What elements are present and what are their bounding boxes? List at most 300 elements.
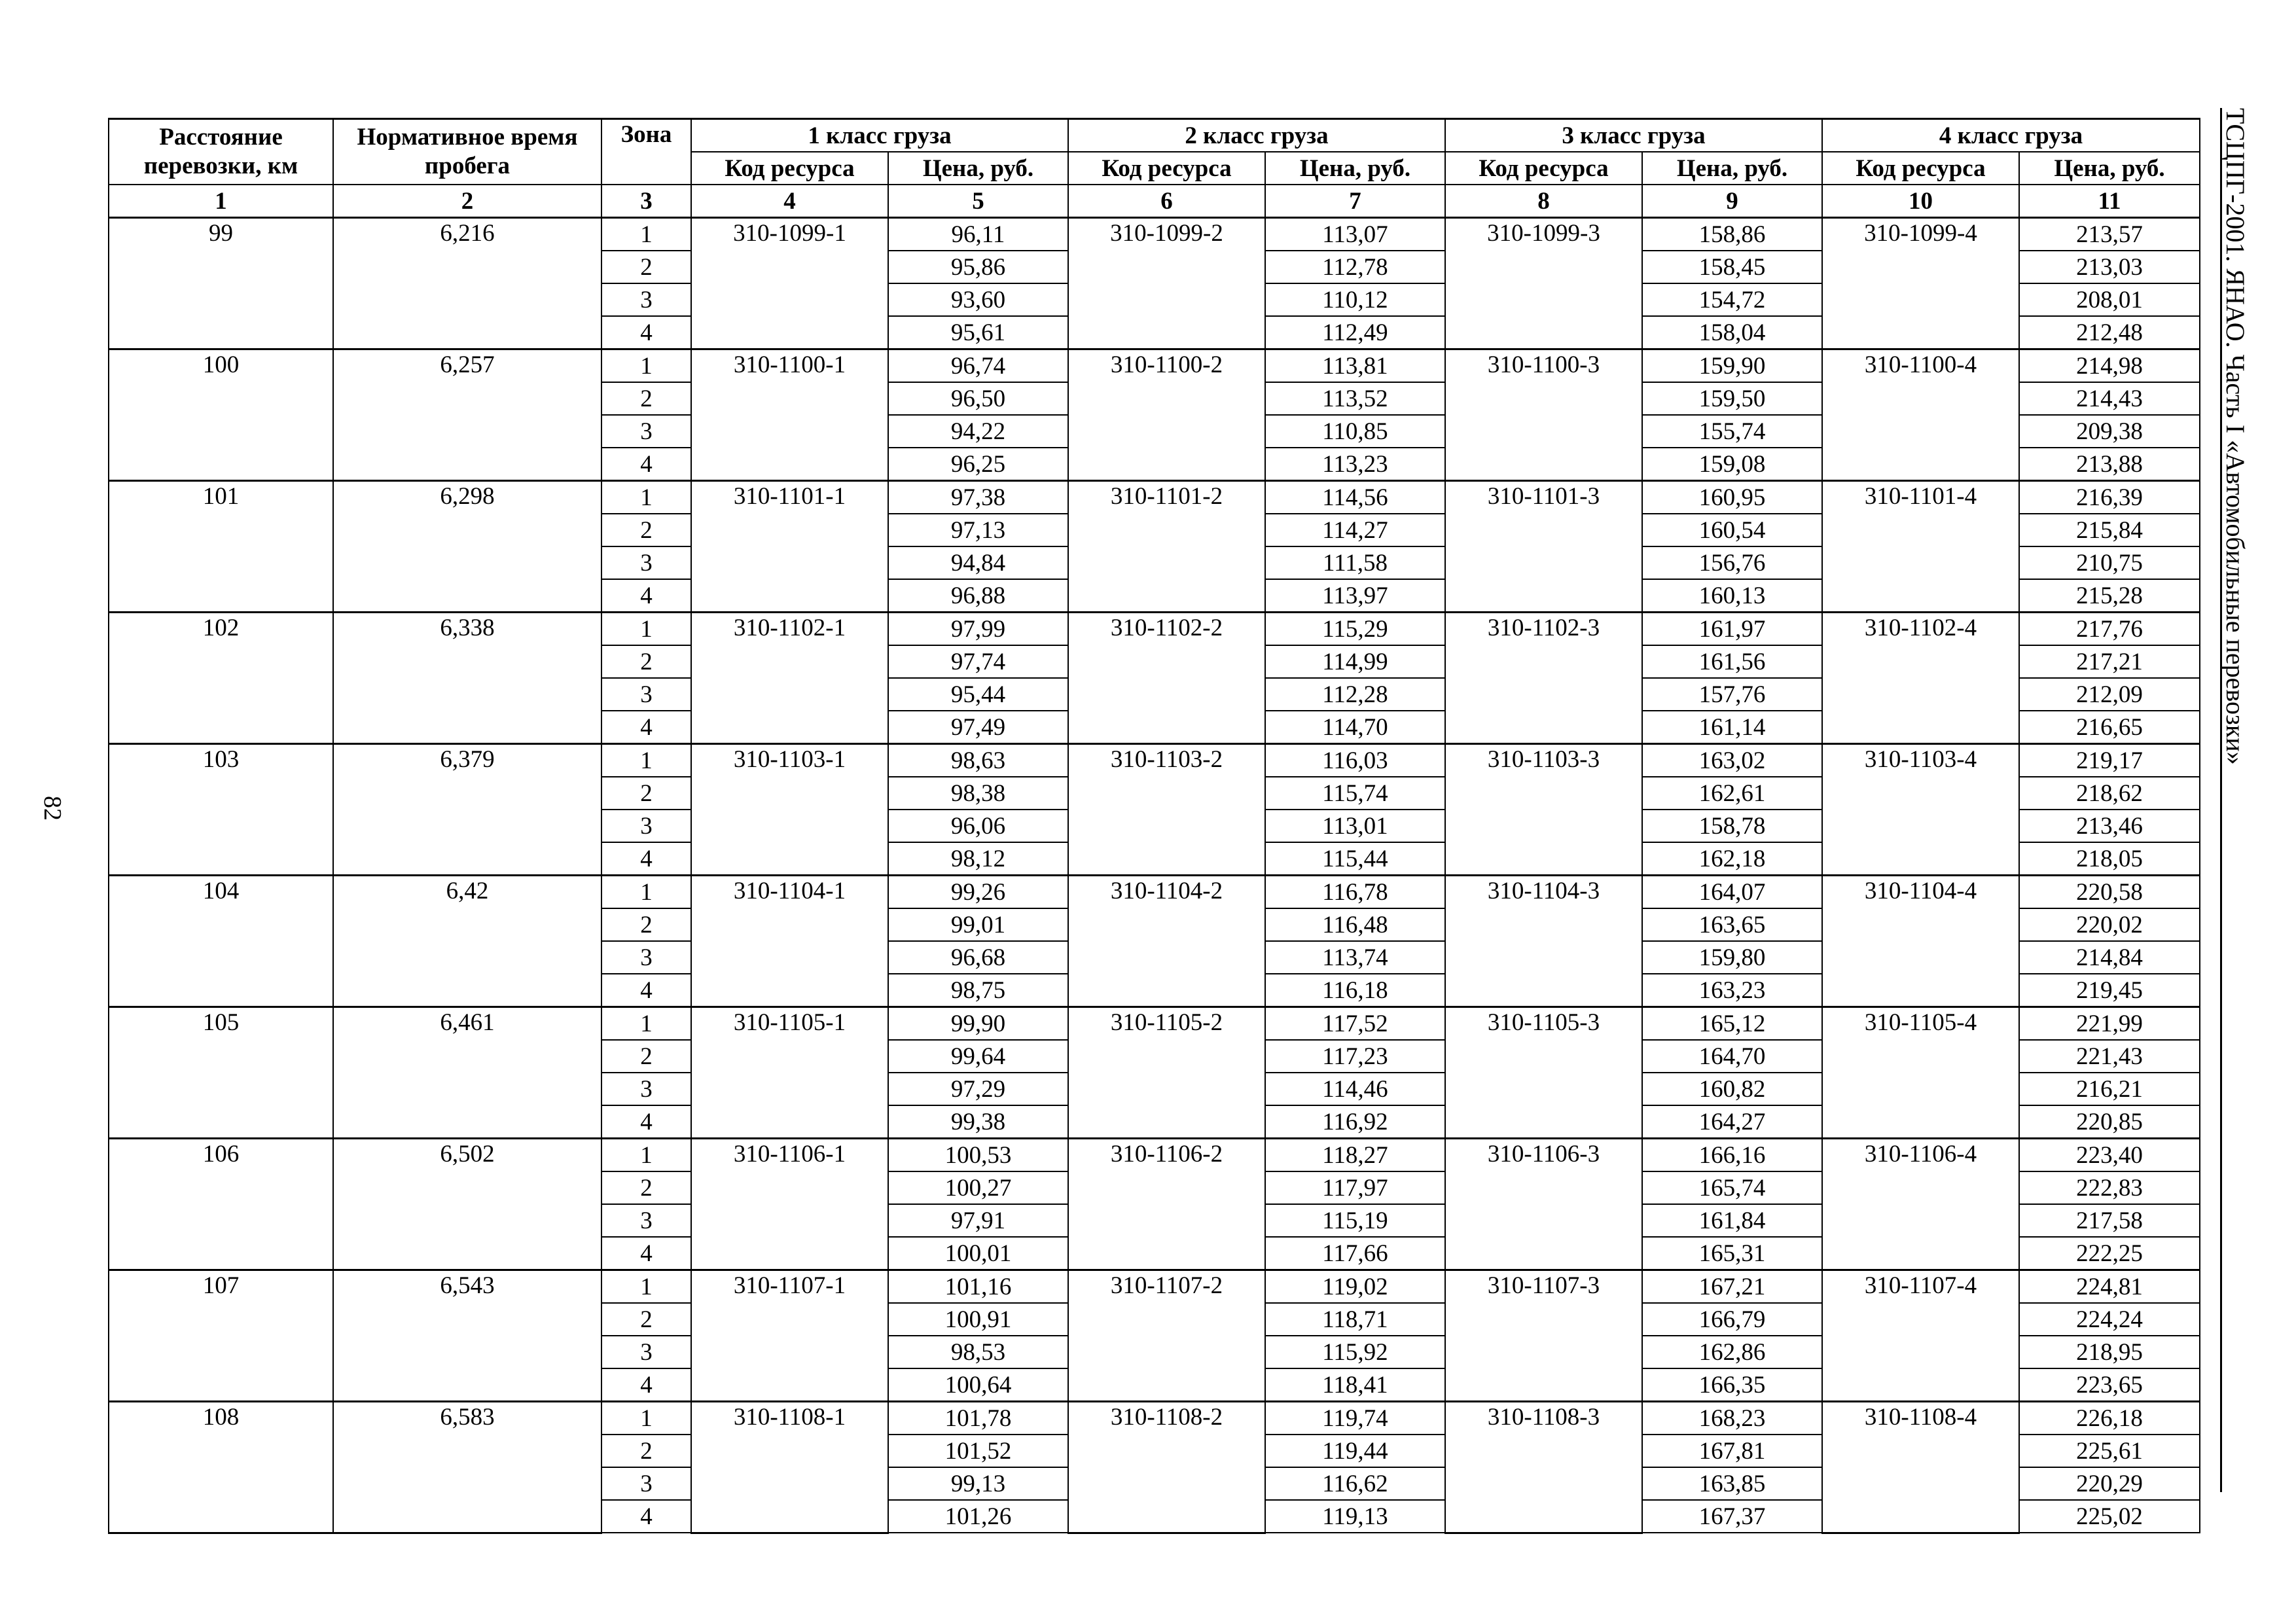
price-cell: 161,56 (1642, 645, 1822, 678)
resource-code-cell: 310-1103-2 (1068, 744, 1265, 876)
resource-code-cell: 310-1100-1 (691, 349, 888, 481)
price-cell: 215,28 (2019, 579, 2200, 613)
price-cell: 222,83 (2019, 1171, 2200, 1204)
price-cell: 166,16 (1642, 1139, 1822, 1172)
zone-cell: 4 (601, 1368, 691, 1402)
price-cell: 100,91 (888, 1303, 1068, 1336)
zone-cell: 3 (601, 1073, 691, 1105)
time-cell: 6,298 (333, 481, 601, 613)
zone-cell: 1 (601, 349, 691, 383)
column-number: 7 (1265, 185, 1445, 218)
price-cell: 113,07 (1265, 218, 1445, 251)
header-price-3: Цена, руб. (1642, 152, 1822, 185)
header-code-4: Код ресурса (1822, 152, 2019, 185)
price-cell: 95,86 (888, 251, 1068, 283)
price-cell: 168,23 (1642, 1402, 1822, 1435)
resource-code-cell: 310-1103-4 (1822, 744, 2019, 876)
price-cell: 95,44 (888, 678, 1068, 711)
resource-code-cell: 310-1105-3 (1445, 1007, 1642, 1139)
price-cell: 210,75 (2019, 546, 2200, 579)
price-cell: 166,79 (1642, 1303, 1822, 1336)
price-cell: 114,99 (1265, 645, 1445, 678)
zone-cell: 4 (601, 974, 691, 1007)
resource-code-cell: 310-1104-1 (691, 876, 888, 1007)
resource-code-cell: 310-1107-3 (1445, 1270, 1642, 1402)
column-number: 5 (888, 185, 1068, 218)
price-cell: 221,43 (2019, 1040, 2200, 1073)
price-cell: 117,23 (1265, 1040, 1445, 1073)
zone-cell: 3 (601, 415, 691, 448)
header-class-2: 2 класс груза (1068, 119, 1445, 152)
resource-code-cell: 310-1103-1 (691, 744, 888, 876)
price-cell: 213,57 (2019, 218, 2200, 251)
resource-code-cell: 310-1101-1 (691, 481, 888, 613)
price-cell: 212,09 (2019, 678, 2200, 711)
zone-cell: 4 (601, 448, 691, 481)
resource-code-cell: 310-1106-1 (691, 1139, 888, 1270)
price-cell: 220,85 (2019, 1105, 2200, 1139)
price-cell: 116,03 (1265, 744, 1445, 777)
resource-code-cell: 310-1102-2 (1068, 613, 1265, 744)
price-cell: 159,80 (1642, 941, 1822, 974)
price-cell: 119,02 (1265, 1270, 1445, 1304)
price-cell: 225,61 (2019, 1435, 2200, 1467)
resource-code-cell: 310-1107-4 (1822, 1270, 2019, 1402)
price-cell: 159,08 (1642, 448, 1822, 481)
zone-cell: 1 (601, 1270, 691, 1304)
price-cell: 111,58 (1265, 546, 1445, 579)
price-cell: 113,52 (1265, 382, 1445, 415)
distance-cell: 108 (109, 1402, 333, 1533)
resource-code-cell: 310-1102-4 (1822, 613, 2019, 744)
column-number: 10 (1822, 185, 2019, 218)
price-cell: 218,05 (2019, 842, 2200, 876)
price-cell: 209,38 (2019, 415, 2200, 448)
zone-cell: 3 (601, 546, 691, 579)
price-cell: 164,07 (1642, 876, 1822, 909)
zone-cell: 4 (601, 1105, 691, 1139)
distance-cell: 105 (109, 1007, 333, 1139)
price-cell: 115,92 (1265, 1336, 1445, 1368)
header-price-2: Цена, руб. (1265, 152, 1445, 185)
price-cell: 96,50 (888, 382, 1068, 415)
price-cell: 115,44 (1265, 842, 1445, 876)
price-cell: 116,92 (1265, 1105, 1445, 1139)
price-cell: 118,71 (1265, 1303, 1445, 1336)
zone-cell: 1 (601, 876, 691, 909)
price-cell: 164,27 (1642, 1105, 1822, 1139)
price-cell: 98,12 (888, 842, 1068, 876)
price-cell: 114,56 (1265, 481, 1445, 514)
price-cell: 223,65 (2019, 1368, 2200, 1402)
price-cell: 97,29 (888, 1073, 1068, 1105)
distance-cell: 103 (109, 744, 333, 876)
price-cell: 93,60 (888, 283, 1068, 316)
price-cell: 159,90 (1642, 349, 1822, 383)
price-cell: 158,86 (1642, 218, 1822, 251)
resource-code-cell: 310-1100-4 (1822, 349, 2019, 481)
price-cell: 216,21 (2019, 1073, 2200, 1105)
tariff-table (108, 118, 2200, 1534)
distance-cell: 101 (109, 481, 333, 613)
side-title: ТСЦПГ-2001. ЯНАО. Часть I «Автомобильные перевозки» (2221, 108, 2250, 765)
price-cell: 165,12 (1642, 1007, 1822, 1041)
time-cell: 6,461 (333, 1007, 601, 1139)
price-cell: 96,11 (888, 218, 1068, 251)
price-cell: 214,98 (2019, 349, 2200, 383)
price-cell: 96,06 (888, 810, 1068, 842)
time-cell: 6,42 (333, 876, 601, 1007)
zone-cell: 4 (601, 316, 691, 349)
price-cell: 98,75 (888, 974, 1068, 1007)
price-cell: 113,23 (1265, 448, 1445, 481)
time-cell: 6,338 (333, 613, 601, 744)
price-cell: 97,74 (888, 645, 1068, 678)
zone-cell: 2 (601, 1171, 691, 1204)
price-cell: 113,97 (1265, 579, 1445, 613)
zone-cell: 1 (601, 1139, 691, 1172)
price-cell: 208,01 (2019, 283, 2200, 316)
price-cell: 101,52 (888, 1435, 1068, 1467)
price-cell: 97,99 (888, 613, 1068, 646)
table-row (109, 218, 2200, 251)
column-number: 1 (109, 185, 333, 218)
page-number: 82 (39, 796, 66, 821)
resource-code-cell: 310-1105-1 (691, 1007, 888, 1139)
table-row (109, 1139, 2200, 1172)
price-cell: 115,29 (1265, 613, 1445, 646)
price-cell: 118,27 (1265, 1139, 1445, 1172)
zone-cell: 2 (601, 1435, 691, 1467)
table-row (109, 481, 2200, 514)
price-cell: 110,85 (1265, 415, 1445, 448)
table-row (109, 1270, 2200, 1304)
price-cell: 163,85 (1642, 1467, 1822, 1500)
price-cell: 119,13 (1265, 1500, 1445, 1533)
distance-cell: 107 (109, 1270, 333, 1402)
price-cell: 214,84 (2019, 941, 2200, 974)
price-cell: 94,84 (888, 546, 1068, 579)
zone-cell: 1 (601, 1402, 691, 1435)
price-cell: 117,52 (1265, 1007, 1445, 1041)
price-cell: 98,38 (888, 777, 1068, 810)
price-cell: 167,81 (1642, 1435, 1822, 1467)
price-cell: 160,95 (1642, 481, 1822, 514)
zone-cell: 1 (601, 481, 691, 514)
price-cell: 97,49 (888, 711, 1068, 744)
price-cell: 220,58 (2019, 876, 2200, 909)
zone-cell: 4 (601, 1237, 691, 1270)
price-cell: 99,90 (888, 1007, 1068, 1041)
price-cell: 157,76 (1642, 678, 1822, 711)
price-cell: 163,23 (1642, 974, 1822, 1007)
distance-cell: 104 (109, 876, 333, 1007)
distance-cell: 99 (109, 218, 333, 349)
time-cell: 6,216 (333, 218, 601, 349)
price-cell: 161,84 (1642, 1204, 1822, 1237)
resource-code-cell: 310-1105-2 (1068, 1007, 1265, 1139)
zone-cell: 2 (601, 645, 691, 678)
resource-code-cell: 310-1102-3 (1445, 613, 1642, 744)
price-cell: 213,46 (2019, 810, 2200, 842)
resource-code-cell: 310-1103-3 (1445, 744, 1642, 876)
resource-code-cell: 310-1099-4 (1822, 218, 2019, 349)
zone-cell: 1 (601, 1007, 691, 1041)
resource-code-cell: 310-1101-3 (1445, 481, 1642, 613)
table-row (109, 349, 2200, 383)
price-cell: 118,41 (1265, 1368, 1445, 1402)
header-class-1: 1 класс груза (691, 119, 1068, 152)
price-cell: 96,25 (888, 448, 1068, 481)
price-cell: 112,49 (1265, 316, 1445, 349)
resource-code-cell: 310-1104-2 (1068, 876, 1265, 1007)
resource-code-cell: 310-1102-1 (691, 613, 888, 744)
resource-code-cell: 310-1105-4 (1822, 1007, 2019, 1139)
column-number: 4 (691, 185, 888, 218)
price-cell: 114,46 (1265, 1073, 1445, 1105)
price-cell: 99,13 (888, 1467, 1068, 1500)
price-cell: 112,78 (1265, 251, 1445, 283)
zone-cell: 4 (601, 1500, 691, 1533)
column-number: 8 (1445, 185, 1642, 218)
price-cell: 167,37 (1642, 1500, 1822, 1533)
price-cell: 113,81 (1265, 349, 1445, 383)
price-cell: 158,45 (1642, 251, 1822, 283)
price-cell: 223,40 (2019, 1139, 2200, 1172)
price-cell: 216,65 (2019, 711, 2200, 744)
price-cell: 113,74 (1265, 941, 1445, 974)
price-cell: 94,22 (888, 415, 1068, 448)
price-cell: 99,64 (888, 1040, 1068, 1073)
zone-cell: 3 (601, 1336, 691, 1368)
price-cell: 96,68 (888, 941, 1068, 974)
zone-cell: 4 (601, 711, 691, 744)
price-cell: 216,39 (2019, 481, 2200, 514)
price-cell: 217,21 (2019, 645, 2200, 678)
price-cell: 162,61 (1642, 777, 1822, 810)
header-distance: Расстояние перевозки, км (109, 119, 333, 185)
header-time: Нормативное время пробега (333, 119, 601, 185)
price-cell: 97,13 (888, 514, 1068, 546)
resource-code-cell: 310-1099-2 (1068, 218, 1265, 349)
price-cell: 221,99 (2019, 1007, 2200, 1041)
price-cell: 160,54 (1642, 514, 1822, 546)
zone-cell: 2 (601, 1303, 691, 1336)
resource-code-cell: 310-1107-2 (1068, 1270, 1265, 1402)
resource-code-cell: 310-1107-1 (691, 1270, 888, 1402)
resource-code-cell: 310-1108-3 (1445, 1402, 1642, 1533)
resource-code-cell: 310-1106-4 (1822, 1139, 2019, 1270)
price-cell: 220,29 (2019, 1467, 2200, 1500)
price-cell: 163,02 (1642, 744, 1822, 777)
table-row (109, 1402, 2200, 1435)
price-cell: 160,82 (1642, 1073, 1822, 1105)
price-cell: 161,14 (1642, 711, 1822, 744)
time-cell: 6,502 (333, 1139, 601, 1270)
zone-cell: 2 (601, 514, 691, 546)
column-number: 11 (2019, 185, 2200, 218)
price-cell: 101,26 (888, 1500, 1068, 1533)
price-cell: 213,88 (2019, 448, 2200, 481)
zone-cell: 1 (601, 613, 691, 646)
zone-cell: 2 (601, 251, 691, 283)
column-number: 3 (601, 185, 691, 218)
price-cell: 101,16 (888, 1270, 1068, 1304)
time-cell: 6,583 (333, 1402, 601, 1533)
price-cell: 100,27 (888, 1171, 1068, 1204)
zone-cell: 3 (601, 941, 691, 974)
price-cell: 162,86 (1642, 1336, 1822, 1368)
price-cell: 116,18 (1265, 974, 1445, 1007)
price-cell: 222,25 (2019, 1237, 2200, 1270)
resource-code-cell: 310-1108-2 (1068, 1402, 1265, 1533)
zone-cell: 2 (601, 908, 691, 941)
column-numbers-row (109, 185, 2200, 218)
price-cell: 154,72 (1642, 283, 1822, 316)
resource-code-cell: 310-1099-3 (1445, 218, 1642, 349)
zone-cell: 1 (601, 744, 691, 777)
price-cell: 99,26 (888, 876, 1068, 909)
header-price-4: Цена, руб. (2019, 152, 2200, 185)
header-code-1: Код ресурса (691, 152, 888, 185)
price-cell: 100,01 (888, 1237, 1068, 1270)
price-cell: 219,45 (2019, 974, 2200, 1007)
price-cell: 115,74 (1265, 777, 1445, 810)
zone-cell: 1 (601, 218, 691, 251)
price-cell: 99,01 (888, 908, 1068, 941)
time-cell: 6,257 (333, 349, 601, 481)
price-cell: 158,78 (1642, 810, 1822, 842)
price-cell: 114,27 (1265, 514, 1445, 546)
price-cell: 98,53 (888, 1336, 1068, 1368)
price-cell: 219,17 (2019, 744, 2200, 777)
zone-cell: 4 (601, 579, 691, 613)
price-cell: 224,24 (2019, 1303, 2200, 1336)
price-cell: 99,38 (888, 1105, 1068, 1139)
price-cell: 167,21 (1642, 1270, 1822, 1304)
price-cell: 213,03 (2019, 251, 2200, 283)
resource-code-cell: 310-1108-1 (691, 1402, 888, 1533)
price-cell: 97,38 (888, 481, 1068, 514)
price-cell: 225,02 (2019, 1500, 2200, 1533)
price-cell: 100,53 (888, 1139, 1068, 1172)
resource-code-cell: 310-1101-4 (1822, 481, 2019, 613)
price-cell: 161,97 (1642, 613, 1822, 646)
price-cell: 156,76 (1642, 546, 1822, 579)
price-cell: 117,97 (1265, 1171, 1445, 1204)
header-class-4: 4 класс груза (1822, 119, 2200, 152)
resource-code-cell: 310-1104-4 (1822, 876, 2019, 1007)
price-cell: 160,13 (1642, 579, 1822, 613)
time-cell: 6,543 (333, 1270, 601, 1402)
price-cell: 215,84 (2019, 514, 2200, 546)
header-code-2: Код ресурса (1068, 152, 1265, 185)
price-cell: 159,50 (1642, 382, 1822, 415)
zone-cell: 3 (601, 283, 691, 316)
zone-cell: 2 (601, 777, 691, 810)
price-cell: 218,95 (2019, 1336, 2200, 1368)
price-cell: 101,78 (888, 1402, 1068, 1435)
price-cell: 95,61 (888, 316, 1068, 349)
resource-code-cell: 310-1099-1 (691, 218, 888, 349)
price-cell: 113,01 (1265, 810, 1445, 842)
table-row (109, 1007, 2200, 1041)
price-cell: 158,04 (1642, 316, 1822, 349)
tariff-body (109, 218, 2200, 1533)
price-cell: 217,58 (2019, 1204, 2200, 1237)
price-cell: 114,70 (1265, 711, 1445, 744)
header-code-3: Код ресурса (1445, 152, 1642, 185)
distance-cell: 100 (109, 349, 333, 481)
price-cell: 115,19 (1265, 1204, 1445, 1237)
price-cell: 163,65 (1642, 908, 1822, 941)
column-number: 6 (1068, 185, 1265, 218)
distance-cell: 102 (109, 613, 333, 744)
table-row (109, 876, 2200, 909)
price-cell: 98,63 (888, 744, 1068, 777)
zone-cell: 3 (601, 678, 691, 711)
column-number: 2 (333, 185, 601, 218)
price-cell: 96,88 (888, 579, 1068, 613)
price-cell: 97,91 (888, 1204, 1068, 1237)
price-cell: 165,74 (1642, 1171, 1822, 1204)
price-cell: 116,62 (1265, 1467, 1445, 1500)
resource-code-cell: 310-1106-3 (1445, 1139, 1642, 1270)
zone-cell: 2 (601, 1040, 691, 1073)
price-cell: 164,70 (1642, 1040, 1822, 1073)
zone-cell: 3 (601, 1467, 691, 1500)
price-cell: 218,62 (2019, 777, 2200, 810)
price-cell: 100,64 (888, 1368, 1068, 1402)
table-row (109, 613, 2200, 646)
price-cell: 166,35 (1642, 1368, 1822, 1402)
price-cell: 116,78 (1265, 876, 1445, 909)
price-cell: 224,81 (2019, 1270, 2200, 1304)
price-cell: 155,74 (1642, 415, 1822, 448)
price-cell: 214,43 (2019, 382, 2200, 415)
resource-code-cell: 310-1104-3 (1445, 876, 1642, 1007)
price-cell: 220,02 (2019, 908, 2200, 941)
table-row (109, 744, 2200, 777)
header-price-1: Цена, руб. (888, 152, 1068, 185)
resource-code-cell: 310-1108-4 (1822, 1402, 2019, 1533)
distance-cell: 106 (109, 1139, 333, 1270)
price-cell: 116,48 (1265, 908, 1445, 941)
resource-code-cell: 310-1100-2 (1068, 349, 1265, 481)
header-zone: Зона (601, 119, 691, 185)
price-cell: 119,74 (1265, 1402, 1445, 1435)
price-cell: 212,48 (2019, 316, 2200, 349)
price-cell: 165,31 (1642, 1237, 1822, 1270)
zone-cell: 3 (601, 1204, 691, 1237)
price-cell: 96,74 (888, 349, 1068, 383)
resource-code-cell: 310-1106-2 (1068, 1139, 1265, 1270)
resource-code-cell: 310-1101-2 (1068, 481, 1265, 613)
zone-cell: 3 (601, 810, 691, 842)
price-cell: 217,76 (2019, 613, 2200, 646)
price-cell: 226,18 (2019, 1402, 2200, 1435)
resource-code-cell: 310-1100-3 (1445, 349, 1642, 481)
zone-cell: 2 (601, 382, 691, 415)
price-cell: 119,44 (1265, 1435, 1445, 1467)
price-cell: 117,66 (1265, 1237, 1445, 1270)
price-cell: 110,12 (1265, 283, 1445, 316)
time-cell: 6,379 (333, 744, 601, 876)
price-cell: 112,28 (1265, 678, 1445, 711)
header-class-3: 3 класс груза (1445, 119, 1822, 152)
price-cell: 162,18 (1642, 842, 1822, 876)
column-number: 9 (1642, 185, 1822, 218)
